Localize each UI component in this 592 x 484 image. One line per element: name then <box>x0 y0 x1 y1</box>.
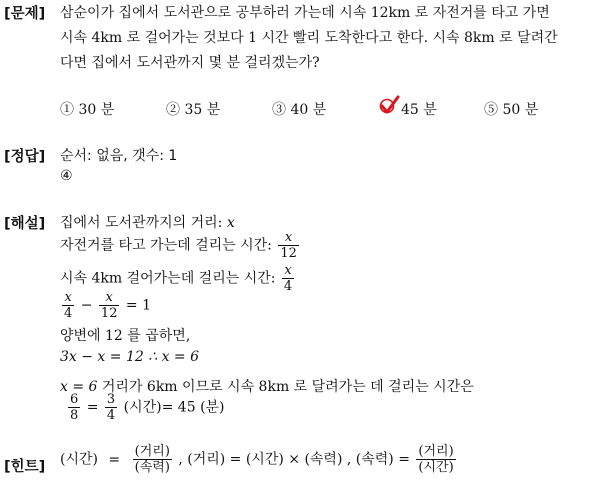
distance-variable: x <box>226 215 235 231</box>
explanation-line-solve: 3x − x = 12 ∴ x = 6 <box>60 349 200 365</box>
explanation-line-bike-time <box>60 230 301 261</box>
answer-order-count: 순서: 없음, 갯수: 1 <box>60 148 178 164</box>
hint-middle: , (거리) = (시간) × (속력) , (속력) = <box>173 451 415 468</box>
walk-time-fraction: $\frac{x}{4}$ <box>283 263 293 294</box>
choice-2[interactable]: ② 35 분 <box>166 102 221 118</box>
equation-minus: − <box>76 297 97 314</box>
explanation-equation <box>60 290 151 321</box>
problem-line-2: 시속 4km 로 걸어가는 것보다 1 시간 빨리 도착한다고 한다. 시속 8km 로 달려간 <box>60 30 558 46</box>
final-result: (시간)= 45 (분) <box>119 399 225 416</box>
hint-equals: = <box>103 451 125 468</box>
choice-3[interactable]: ③ 40 분 <box>272 102 327 118</box>
final-fraction-b: $\frac{3}{4}$ <box>106 392 116 423</box>
answer-tag: [정답] <box>4 149 46 165</box>
explanation-tag: [해설] <box>4 216 46 232</box>
explanation-line-final <box>66 392 225 423</box>
distance-result-text: 거리가 6km 이므로 시속 8km 로 달려가는 데 걸리는 시간은 <box>101 379 474 395</box>
bike-time-fraction: $\frac{x}{12}$ <box>280 230 297 261</box>
hint-time: (시간) <box>60 451 98 468</box>
answer-value: ④ <box>60 168 73 184</box>
problem-line-3: 다면 집에서 도서관까지 몇 분 걸리겠는가? <box>60 55 320 71</box>
hint-tag: [힌트] <box>4 459 46 475</box>
equation-fraction-b: $\frac{x}{12}$ <box>100 290 118 321</box>
explanation-line-distance <box>60 212 235 232</box>
choice-5[interactable]: ⑤ 50 분 <box>484 102 539 118</box>
distance-text: 집에서 도서관까지의 거리: <box>60 215 227 231</box>
choice-1[interactable]: ① 30 분 <box>60 102 115 118</box>
choice-4[interactable]: 45 분 <box>401 102 437 118</box>
hint-fraction-2: $\frac{\text{(거리)}}{\text{(시간)}}$ <box>418 444 454 475</box>
final-equals: = <box>82 399 103 416</box>
bike-time-text: 자전거를 타고 가는데 걸리는 시간: <box>60 237 277 254</box>
distance-result-math: x = 6 <box>60 379 102 395</box>
walk-time-text: 시속 4km 걸어가는데 걸리는 시간: <box>60 270 280 287</box>
equation-rhs: = 1 <box>121 297 152 314</box>
problem-tag: [문제] <box>4 6 46 22</box>
explanation-line-multiply: 양변에 12 를 곱하면, <box>60 328 191 344</box>
equation-fraction-a: $\frac{x}{4}$ <box>64 290 73 321</box>
hint-formulas <box>60 444 458 475</box>
checkmark-icon <box>378 95 400 115</box>
final-fraction-a: $\frac{6}{8}$ <box>70 392 79 423</box>
hint-fraction-1: $\frac{\text{(거리)}}{\text{(속력)}}$ <box>134 444 170 475</box>
problem-line-1: 삼순이가 집에서 도서관으로 공부하러 가는데 시속 12km 로 자전거를 타고 가면 <box>60 5 550 21</box>
